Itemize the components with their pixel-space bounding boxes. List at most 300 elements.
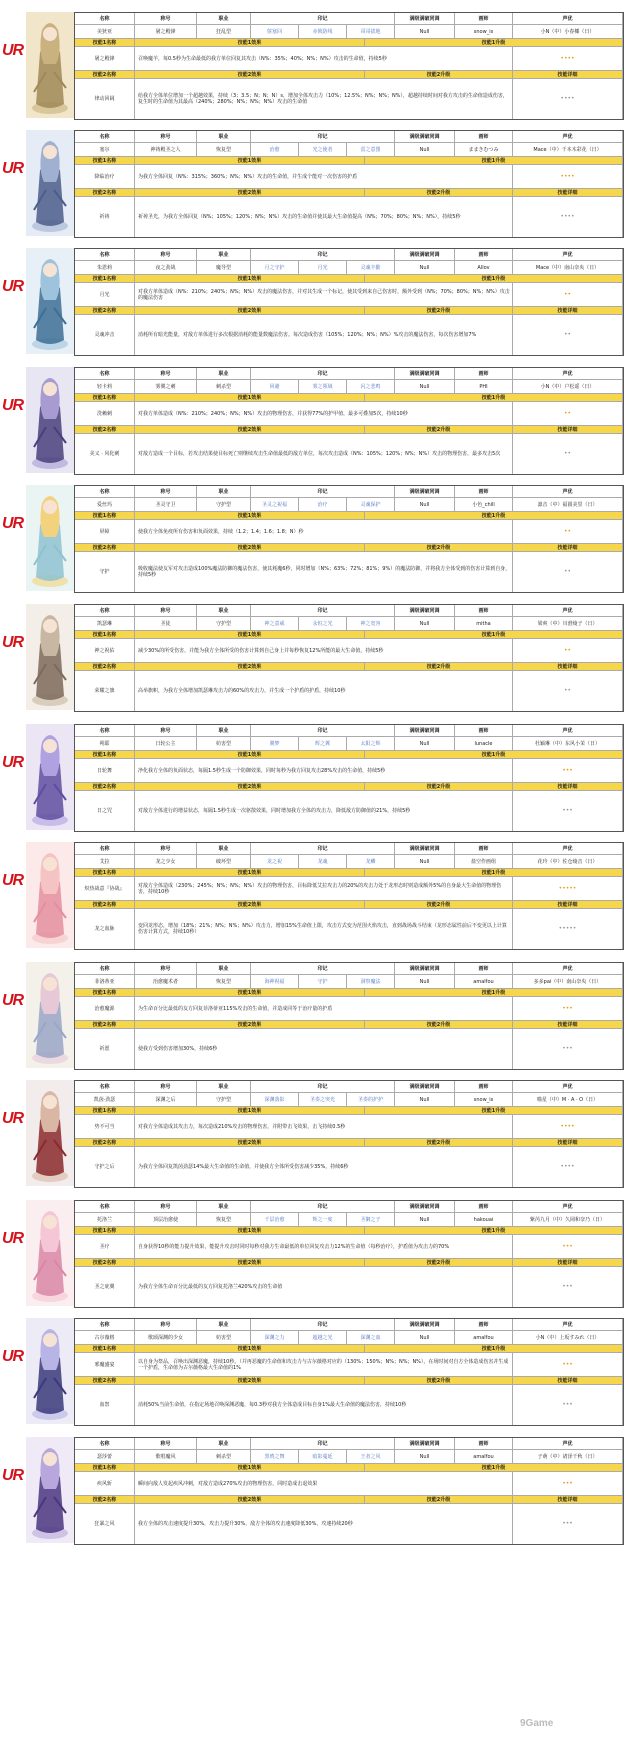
header-job: 职业 <box>197 1081 251 1092</box>
hero-job: 妨害型 <box>197 1331 251 1344</box>
header-job: 职业 <box>197 368 251 379</box>
skill2-upgrade-label: 技能2升级 <box>365 189 513 196</box>
header-cv: 声优 <box>513 368 623 379</box>
skill1-desc: 以自身为祭品，召唤出深渊恶魔，持续10秒。（并再恶魔的生命值和攻击力与古尔薇格对应的（130%；150%；N%；N%；N%），在场时间对自方全体造成伤害并生成一个护盾，生命值为古尔薇格最大生命值的1% <box>135 1353 513 1376</box>
hero-mark-3: 圣奏的护护 <box>347 1093 395 1106</box>
skill2-upgrade-label: 技能2升级 <box>365 901 513 908</box>
skill1-row <box>75 283 623 307</box>
skill1-desc: 对我方单体造成（N%：210%；240%；N%；N%）攻击的物理伤害，并获得77%的护甲值，最多可叠加5次，持续10秒 <box>135 402 513 425</box>
skill2-row <box>75 1385 623 1425</box>
skill1-upgrade-label: 技能1升级 <box>365 751 623 758</box>
skill2-row <box>75 79 623 119</box>
skill2-label: 技能2名称 <box>75 1021 135 1028</box>
hero-mark-3: 灵魂保护 <box>347 498 395 511</box>
hero-job: 恢复型 <box>197 143 251 156</box>
skill1-desc: 自身获得10秒的能力提升效果，能提升攻击时同时每秒对我方生命最低的单位回复攻击力12%的生命值（每秒治疗），护盾值为攻击力的70% <box>135 1235 513 1258</box>
hero-title: 顶层治愈使 <box>135 1213 197 1226</box>
header-condition: 满级满破同调 <box>395 1438 455 1449</box>
skill1-upgrade-label: 技能1升级 <box>365 1107 623 1114</box>
skill2-desc: 高举旗帜，为我方全体增加凯瑟琳攻击力的60%的攻击力，并生成一个护盾的护盾，持续10秒 <box>135 671 513 711</box>
skill2-upgrade-label: 技能2升级 <box>365 1496 513 1503</box>
skill1-row <box>75 165 623 189</box>
hero-title: 日轮公主 <box>135 737 197 750</box>
header-artist: 画师 <box>455 1319 513 1330</box>
skill1-label: 技能1名称 <box>75 751 135 758</box>
header-artist: 画师 <box>455 131 513 142</box>
hero-condition: Null <box>395 498 455 511</box>
skill1-row <box>75 1353 623 1377</box>
skill1-name: 圣疗 <box>75 1235 135 1258</box>
skill1-upgrade-label: 技能1升级 <box>365 1345 623 1352</box>
hero-condition: Null <box>395 975 455 988</box>
info-row <box>75 975 623 989</box>
hero-cv: 子萌（中）诸泽千秋（日） <box>513 1450 623 1463</box>
skill1-desc: 对敌方全体造成（230%；245%；N%；N%；N%）攻击的物理伤害，目标降低艾拉攻击力的20%的攻击力处于龙形态时则造成额外5%的自身最大生命值的物理伤害，持续10秒 <box>135 877 513 900</box>
skill1-row <box>75 997 623 1021</box>
skill2-stars: ••••• <box>513 909 623 949</box>
hero-mark-3: 闪之悲鸣 <box>347 380 395 393</box>
header-title: 称号 <box>135 843 197 854</box>
skill2-header-row <box>75 189 623 197</box>
skill2-name: 祈祷 <box>75 197 135 237</box>
skill2-desc: 使我方受到伤害增加30%，持续6秒 <box>135 1029 513 1069</box>
skill1-name: 日轮舞 <box>75 759 135 782</box>
hero-artist: amalfou <box>455 1450 513 1463</box>
skill2-header-row <box>75 1021 623 1029</box>
skill1-label: 技能1名称 <box>75 1107 135 1114</box>
ur-badge: UR <box>2 992 24 1009</box>
hero-artist: 盐空作画组 <box>455 855 513 868</box>
ur-badge: UR <box>2 1230 24 1247</box>
skill-detail-label: 技能详细 <box>513 901 623 908</box>
hero-condition: Null <box>395 737 455 750</box>
skill1-upgrade-label: 技能1升级 <box>365 1464 623 1471</box>
hero-name: 菲洛蒂亚 <box>75 975 135 988</box>
skill2-desc: 我方全体的攻击速度提升30%，攻击力提升30%，敌方全体的攻击速度降低30%，攻速持续20秒 <box>135 1504 513 1544</box>
skill2-stars: ••• <box>513 1029 623 1069</box>
skill2-upgrade-label: 技能2升级 <box>365 1139 513 1146</box>
hero-card <box>0 600 633 717</box>
hero-mark-1: 圣灵之祝福 <box>251 498 299 511</box>
skill1-upgrade-label: 技能1升级 <box>365 512 623 519</box>
skill2-effect-label: 技能2效果 <box>135 1259 365 1266</box>
header-condition: 满级满破同调 <box>395 605 455 616</box>
skill2-effect-label: 技能2效果 <box>135 663 365 670</box>
hero-title: 神祷殿圣之人 <box>135 143 197 156</box>
skill2-header-row <box>75 783 623 791</box>
skill1-label: 技能1名称 <box>75 39 135 46</box>
skill1-effect-label: 技能1效果 <box>135 989 365 996</box>
header-row <box>75 1201 623 1213</box>
header-artist: 画师 <box>455 1081 513 1092</box>
hero-mark-3: 王者之风 <box>347 1450 395 1463</box>
hero-title: 歌唱魔风 <box>135 1450 197 1463</box>
header-job: 职业 <box>197 131 251 142</box>
hero-card <box>0 481 633 598</box>
skill-detail-label: 技能详细 <box>513 71 623 78</box>
skill2-stars: •••• <box>513 197 623 237</box>
header-row <box>75 131 623 143</box>
hero-name: 美狄亚 <box>75 25 135 38</box>
skill1-row <box>75 877 623 901</box>
header-job: 职业 <box>197 249 251 260</box>
hero-card <box>0 1433 633 1550</box>
skill1-stars: •• <box>513 520 623 543</box>
hero-cv: 紫芮九月（中）久岡和奈乃（日） <box>513 1213 623 1226</box>
hero-name: 托洛兰 <box>75 1213 135 1226</box>
header-name: 名称 <box>75 725 135 736</box>
header-job: 职业 <box>197 1319 251 1330</box>
hero-name: 轻卡莉 <box>75 380 135 393</box>
hero-artist: ままきむつみ <box>455 143 513 156</box>
hero-artist: amalfou <box>455 975 513 988</box>
header-condition: 满级满破同调 <box>395 1319 455 1330</box>
hero-title: 雾翼之刺 <box>135 380 197 393</box>
skill1-label: 技能1名称 <box>75 275 135 282</box>
skill1-header-row <box>75 989 623 997</box>
header-artist: 画师 <box>455 486 513 497</box>
hero-condition: Null <box>395 1331 455 1344</box>
skill2-header-row <box>75 307 623 315</box>
skill-detail-label: 技能详细 <box>513 544 623 551</box>
hero-table <box>74 367 624 475</box>
skill1-label: 技能1名称 <box>75 157 135 164</box>
skill2-stars: •• <box>513 315 623 355</box>
skill2-label: 技能2名称 <box>75 1377 135 1384</box>
skill1-row <box>75 639 623 663</box>
hero-artist: hakouai <box>455 1213 513 1226</box>
ur-badge: UR <box>2 1467 24 1484</box>
header-cv: 声优 <box>513 963 623 974</box>
skill1-desc: 瞬间向敌人发起疾风冲刺，对敌方造成270%攻击的物理伤害，同时造成击退效果 <box>135 1472 513 1495</box>
header-condition: 满级满破同调 <box>395 725 455 736</box>
hero-mark-2: 暗影蔓延 <box>299 1450 347 1463</box>
header-cv: 声优 <box>513 1319 623 1330</box>
skill2-label: 技能2名称 <box>75 307 135 314</box>
hero-cv: 杜颖琳（中）东风小茉（日） <box>513 737 623 750</box>
hero-card <box>0 244 633 361</box>
skill2-upgrade-label: 技能2升级 <box>365 1021 513 1028</box>
info-row <box>75 1213 623 1227</box>
skill1-row <box>75 1472 623 1496</box>
header-cv: 声优 <box>513 1438 623 1449</box>
skill2-name: 灵魂冲击 <box>75 315 135 355</box>
header-condition: 满级满破同调 <box>395 13 455 24</box>
skill2-name: 祈愿 <box>75 1029 135 1069</box>
header-row <box>75 605 623 617</box>
skill2-name: 荣耀之旗 <box>75 671 135 711</box>
header-cv: 声优 <box>513 131 623 142</box>
info-row <box>75 1450 623 1464</box>
skill2-name: 律动回阔 <box>75 79 135 119</box>
hero-title: 治愈魔术者 <box>135 975 197 988</box>
skill1-header-row <box>75 275 623 283</box>
hero-card <box>0 1076 633 1193</box>
hero-condition: Null <box>395 1093 455 1106</box>
hero-table <box>74 248 624 356</box>
header-cv: 声优 <box>513 1201 623 1212</box>
skill2-header-row <box>75 71 623 79</box>
hero-cv: Mace（中）南山奈央（日） <box>513 261 623 274</box>
header-name: 名称 <box>75 486 135 497</box>
skill1-effect-label: 技能1效果 <box>135 1464 365 1471</box>
skill1-effect-label: 技能1效果 <box>135 751 365 758</box>
hero-cv: 小N（中）上坂すみれ（日） <box>513 1331 623 1344</box>
hero-name: 凯茵·劲瑟 <box>75 1093 135 1106</box>
hero-artist: lunacle <box>455 737 513 750</box>
skill2-name: 守护之后 <box>75 1147 135 1187</box>
header-row <box>75 725 623 737</box>
hero-artist: snow_is <box>455 25 513 38</box>
skill1-stars: •••• <box>513 47 623 70</box>
hero-cv: 小N（中）户松遥（日） <box>513 380 623 393</box>
hero-mark-1: 月之守护 <box>251 261 299 274</box>
hero-job: 守护型 <box>197 617 251 630</box>
hero-portrait <box>26 962 74 1068</box>
header-mark: 印记 <box>251 725 395 736</box>
hero-mark-2: 治疗 <box>299 498 347 511</box>
hero-table <box>74 724 624 832</box>
skill-detail-label: 技能详细 <box>513 189 623 196</box>
skill1-desc: 对我方全体造成其攻击力，每次造成210%攻击的物理伤害，并附带击飞效果，击飞持续0.5秒 <box>135 1115 513 1138</box>
skill1-stars: •••• <box>513 165 623 188</box>
skill2-upgrade-label: 技能2升级 <box>365 783 513 790</box>
header-condition: 满级满破同调 <box>395 1081 455 1092</box>
hero-title: 屠之殿锋 <box>135 25 197 38</box>
ur-badge: UR <box>2 42 24 59</box>
info-row <box>75 1331 623 1345</box>
skill1-effect-label: 技能1效果 <box>135 869 365 876</box>
header-row <box>75 843 623 855</box>
skill-detail-label: 技能详细 <box>513 663 623 670</box>
skill2-label: 技能2名称 <box>75 426 135 433</box>
skill1-upgrade-label: 技能1升级 <box>365 39 623 46</box>
skill-detail-label: 技能详细 <box>513 426 623 433</box>
hero-job: 妨害型 <box>197 737 251 750</box>
skill1-stars: ••• <box>513 1235 623 1258</box>
hero-mark-3: 圣御之子 <box>347 1213 395 1226</box>
ur-badge: UR <box>2 278 24 295</box>
hero-mark-1: 深渊落影 <box>251 1093 299 1106</box>
hero-mark-1: 神之意威 <box>251 617 299 630</box>
skill2-effect-label: 技能2效果 <box>135 901 365 908</box>
skill2-row <box>75 1267 623 1307</box>
header-name: 名称 <box>75 249 135 260</box>
skill1-header-row <box>75 1345 623 1353</box>
skill1-stars: ••• <box>513 759 623 782</box>
skill2-desc: 为我方全体生命百分比最低的友方回复托洛兰420%攻击的生命值 <box>135 1267 513 1307</box>
hero-mark-2: 辉之翼 <box>299 737 347 750</box>
skill1-row <box>75 1115 623 1139</box>
hero-portrait <box>26 1437 74 1543</box>
header-artist: 画师 <box>455 963 513 974</box>
hero-mark-3: 深渊之血 <box>347 1331 395 1344</box>
header-title: 称号 <box>135 368 197 379</box>
skill1-effect-label: 技能1效果 <box>135 39 365 46</box>
hero-table <box>74 1200 624 1308</box>
hero-mark-2: 永恒之光 <box>299 617 347 630</box>
skill1-label: 技能1名称 <box>75 394 135 401</box>
skill1-stars: ••• <box>513 1472 623 1495</box>
skill-detail-label: 技能详细 <box>513 1021 623 1028</box>
skill1-effect-label: 技能1效果 <box>135 631 365 638</box>
ur-badge: UR <box>2 515 24 532</box>
header-cv: 声优 <box>513 486 623 497</box>
hero-artist: PHI <box>455 380 513 393</box>
hero-mark-2: 超越之光 <box>299 1331 347 1344</box>
skill1-header-row <box>75 394 623 402</box>
hero-condition: Null <box>395 1213 455 1226</box>
header-mark: 印记 <box>251 605 395 616</box>
info-row <box>75 143 623 157</box>
hero-portrait <box>26 1080 74 1186</box>
header-job: 职业 <box>197 605 251 616</box>
hero-portrait <box>26 1318 74 1424</box>
hero-artist: snow_is <box>455 1093 513 1106</box>
header-title: 称号 <box>135 131 197 142</box>
skill1-stars: •• <box>513 283 623 306</box>
skill2-stars: •• <box>513 434 623 474</box>
hero-table <box>74 604 624 712</box>
skill1-label: 技能1名称 <box>75 1464 135 1471</box>
ur-badge: UR <box>2 397 24 414</box>
hero-mark-1: 黑鸦之舞 <box>251 1450 299 1463</box>
info-row <box>75 261 623 275</box>
hero-artist: amalfou <box>455 1331 513 1344</box>
header-name: 名称 <box>75 1438 135 1449</box>
skill1-desc: 对我方单体造成（N%：210%；240%；N%；N%）攻击的魔法伤害，并对其生成一个标记，使其受到来自己伤害时，额外受到（N%；70%；80%；N%；N%）攻击的魔法伤害 <box>135 283 513 306</box>
skill2-desc: 消耗50%当前生命值，在指定场地召唤深渊恶魔，每0.3秒对我方全体造成目标自身1%最大生命值的魔法伤害，持续10秒 <box>135 1385 513 1425</box>
header-name: 名称 <box>75 605 135 616</box>
hero-portrait <box>26 1200 74 1306</box>
skill2-header-row <box>75 1259 623 1267</box>
hero-portrait <box>26 12 74 118</box>
header-name: 名称 <box>75 368 135 379</box>
header-name: 名称 <box>75 963 135 974</box>
hero-name: 凯瑟琳 <box>75 617 135 630</box>
skill2-desc: 对敌方全体进行的增益状态，每隔1.5秒生成一次驱散效果，同时增加我方全体的攻击力，降低敌方防御值的21%，持续5秒 <box>135 791 513 831</box>
skill2-upgrade-label: 技能2升级 <box>365 307 513 314</box>
skill2-stars: ••• <box>513 1267 623 1307</box>
header-mark: 印记 <box>251 1319 395 1330</box>
skill2-header-row <box>75 1496 623 1504</box>
skill1-name: 邪魔盛宴 <box>75 1353 135 1376</box>
info-row <box>75 380 623 394</box>
hero-portrait <box>26 248 74 354</box>
skill1-header-row <box>75 631 623 639</box>
skill2-upgrade-label: 技能2升级 <box>365 426 513 433</box>
skill2-stars: ••• <box>513 1385 623 1425</box>
hero-cv: 梁爽（中）川澄绫子（日） <box>513 617 623 630</box>
skill1-upgrade-label: 技能1升级 <box>365 631 623 638</box>
skill2-desc: 给我方全体单位增加一个超越效果，持续（3；3.5；N；N；N）s，增加全体攻击力（10%；12.5%；N%；N%；N%），超越持续时间对我方攻击的生命值造成伤害，复生时的生命值为其最高（240%；280%；N%；N%；N%）攻击的生命值 <box>135 79 513 119</box>
skill1-effect-label: 技能1效果 <box>135 1227 365 1234</box>
skill2-upgrade-label: 技能2升级 <box>365 71 513 78</box>
header-artist: 画师 <box>455 1201 513 1212</box>
hero-card <box>0 838 633 955</box>
header-row <box>75 368 623 380</box>
hero-table <box>74 485 624 593</box>
hero-portrait <box>26 485 74 591</box>
hero-cv: 多多pai（中）南山奈央（日） <box>513 975 623 988</box>
skill2-label: 技能2名称 <box>75 189 135 196</box>
header-artist: 画师 <box>455 843 513 854</box>
skill1-label: 技能1名称 <box>75 1345 135 1352</box>
hero-condition: Null <box>395 1450 455 1463</box>
hero-name: 瑟莎蕾 <box>75 1450 135 1463</box>
skill1-stars: •• <box>513 402 623 425</box>
hero-table <box>74 130 624 238</box>
hero-card <box>0 1314 633 1431</box>
hero-title: 夜之劲战 <box>135 261 197 274</box>
skill1-name: 屠之殿锋 <box>75 47 135 70</box>
hero-mark-3: 灵魂丰勤 <box>347 261 395 274</box>
skill1-label: 技能1名称 <box>75 1227 135 1234</box>
hero-cv: 小N（中）小春椰（日） <box>513 25 623 38</box>
skill1-desc: 为生命百分比最低的友方回复菲洛蒂亚115%攻击的生命值，并造成同等于治疗量的护盾 <box>135 997 513 1020</box>
header-condition: 满级满破同调 <box>395 963 455 974</box>
hero-table <box>74 1080 624 1188</box>
skill2-name: 日之咒 <box>75 791 135 831</box>
header-row <box>75 1438 623 1450</box>
header-row <box>75 963 623 975</box>
skill1-header-row <box>75 157 623 165</box>
hero-card <box>0 720 633 837</box>
header-artist: 画师 <box>455 725 513 736</box>
ur-badge: UR <box>2 1348 24 1365</box>
skill2-row <box>75 1147 623 1187</box>
skill1-label: 技能1名称 <box>75 989 135 996</box>
header-row <box>75 1081 623 1093</box>
skill-detail-label: 技能详细 <box>513 1259 623 1266</box>
skill2-header-row <box>75 1377 623 1385</box>
header-cv: 声优 <box>513 605 623 616</box>
hero-portrait <box>26 842 74 948</box>
header-title: 称号 <box>135 1438 197 1449</box>
skill2-label: 技能2名称 <box>75 783 135 790</box>
skill2-effect-label: 技能2效果 <box>135 783 365 790</box>
skill2-effect-label: 技能2效果 <box>135 71 365 78</box>
header-mark: 印记 <box>251 1081 395 1092</box>
ur-badge: UR <box>2 872 24 889</box>
hero-mark-3: 神之宽容 <box>347 617 395 630</box>
skill1-desc: 为我方全体回复（N%：315%；360%；N%；N%）攻击的生命值，并生成个能对一次伤害的护盾 <box>135 165 513 188</box>
skill2-name: 美义 · 风化刺 <box>75 434 135 474</box>
skill1-header-row <box>75 512 623 520</box>
hero-mark-3: 龙鳞 <box>347 855 395 868</box>
ur-badge: UR <box>2 1110 24 1127</box>
skill2-header-row <box>75 901 623 909</box>
skill2-upgrade-label: 技能2升级 <box>365 544 513 551</box>
skill2-row <box>75 791 623 831</box>
skill2-stars: •• <box>513 671 623 711</box>
hero-condition: Null <box>395 261 455 274</box>
header-title: 称号 <box>135 1081 197 1092</box>
hero-name: 艾拉 <box>75 855 135 868</box>
skill2-desc: 为我方全体回复凯茵劲瑟14%最大生命值的生命值，并使我方全体所受伤害减少35%，持续6秒 <box>135 1147 513 1187</box>
hero-mark-2: 月光 <box>299 261 347 274</box>
hero-title: 龙之少女 <box>135 855 197 868</box>
hero-table <box>74 1318 624 1426</box>
hero-title: 深渊之后 <box>135 1093 197 1106</box>
info-row <box>75 1093 623 1107</box>
skill2-row <box>75 1029 623 1069</box>
hero-name: 朔耶 <box>75 737 135 750</box>
header-row <box>75 486 623 498</box>
skill2-desc: 吸收魔法使友军对攻击造成100%魔法防御的魔法伤害，使其耗魔6秒，同时增加（N%；63%；72%；81%；9%）的魔法防御，并将我方全体受到的伤害计算到自身，持续5秒 <box>135 552 513 592</box>
skill1-name: 屏障 <box>75 520 135 543</box>
hero-portrait <box>26 130 74 236</box>
